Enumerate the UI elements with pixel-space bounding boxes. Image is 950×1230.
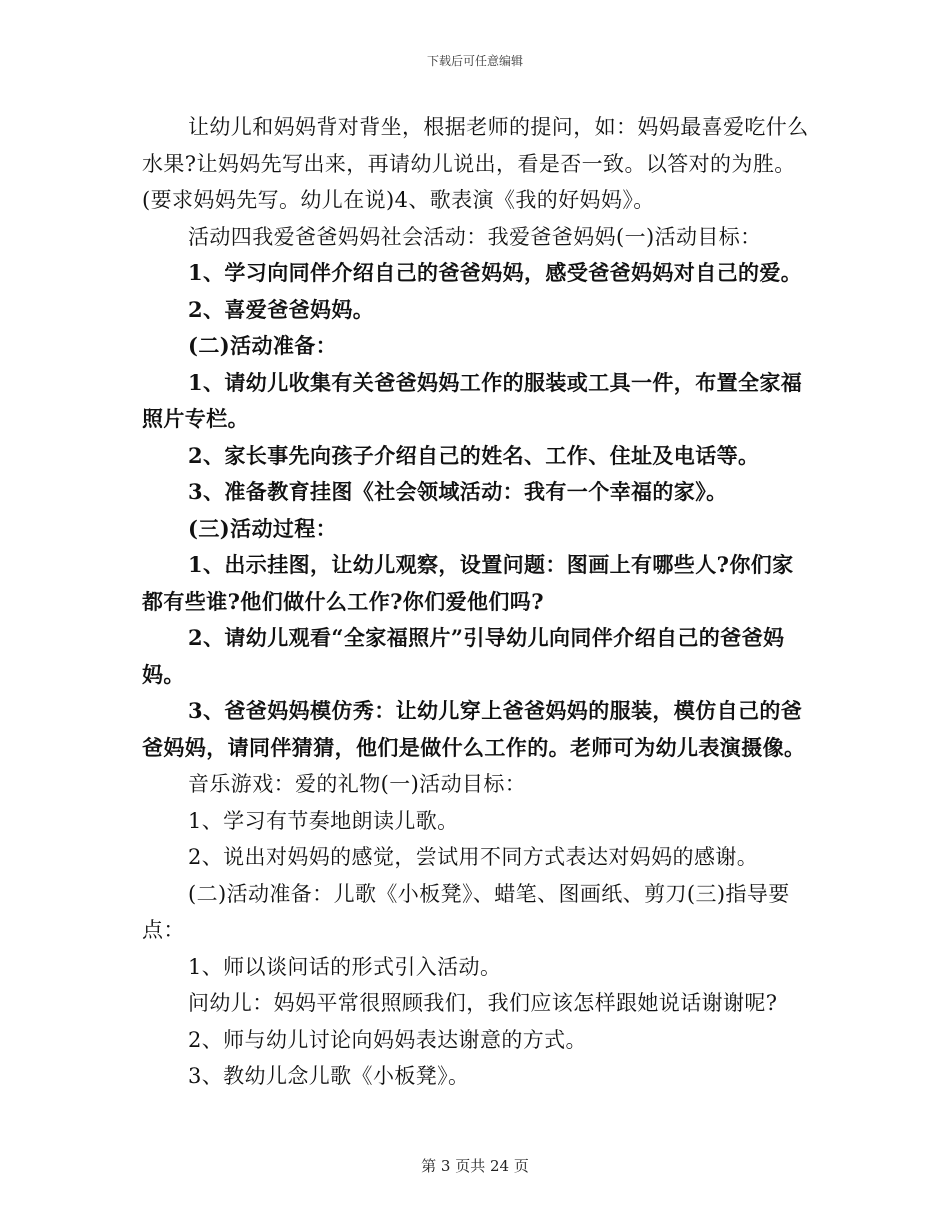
section-heading: (三)活动过程：	[188, 515, 338, 541]
paragraph: 问幼儿：妈妈平常很照顾我们，我们应该怎样跟她说话谢谢呢?	[188, 991, 778, 1015]
paragraph: 让幼儿和妈妈背对背坐，根据老师的提问，如：妈妈最喜爱吃什么水果?让妈妈先写出来，再请幼儿说出，看是否一致。以答对的为胜。(要求妈妈先写。幼儿在说)4、歌表演《我的好妈妈》。	[142, 115, 809, 212]
paragraph: 1、请幼儿收集有关爸爸妈妈工作的服装或工具一件，布置全家福照片专栏。	[142, 369, 803, 431]
document-body	[142, 109, 810, 1095]
page-footer: 第 3 页共 24 页	[421, 1157, 529, 1175]
paragraph: 2、请幼儿观看“全家福照片”引导幼儿向同伴介绍自己的爸爸妈妈。	[142, 625, 785, 687]
paragraph: 2、家长事先向孩子介绍自己的姓名、工作、住址及电话等。	[188, 442, 760, 468]
page-header: 下载后可任意编辑	[426, 54, 523, 68]
paragraph: 3、爸爸妈妈模仿秀：让幼儿穿上爸爸妈妈的服装，模仿自己的爸爸妈妈，请同伴猜猜，他们是做什么工作的。老师可为幼儿表演摄像。	[142, 698, 806, 760]
paragraph: 3、教幼儿念儿歌《小板凳》。	[188, 1064, 470, 1088]
paragraph: 1、学习向同伴介绍自己的爸爸妈妈，感受爸爸妈妈对自己的爱。	[188, 260, 803, 285]
paragraph: 2、师与幼儿讨论向妈妈表达谢意的方式。	[188, 1027, 587, 1052]
paragraph: 1、出示挂图，让幼儿观察，设置问题：图画上有哪些人?你们家都有些谁?他们做什么工作?你们爱他们吗?	[142, 552, 794, 614]
paragraph: 3、准备教育挂图《社会领域活动：我有一个幸福的家》。	[188, 479, 728, 504]
paragraph: 2、说出对妈妈的感觉，尝试用不同方式表达对妈妈的感谢。	[188, 845, 759, 869]
paragraph: (二)活动准备：儿歌《小板凳》、蜡笔、图画纸、剪刀(三)指导要点：	[142, 881, 790, 942]
section-heading: (二)活动准备：	[188, 333, 338, 358]
paragraph: 1、师以谈问话的形式引入活动。	[188, 954, 502, 979]
paragraph: 音乐游戏：爱的礼物(一)活动目标：	[188, 772, 527, 796]
paragraph: 2、喜爱爸爸妈妈。	[188, 296, 375, 322]
paragraph: 活动四我爱爸爸妈妈社会活动：我爱爸爸妈妈(一)活动目标：	[188, 224, 762, 249]
paragraph: 1、学习有节奏地朗读儿歌。	[188, 808, 459, 833]
